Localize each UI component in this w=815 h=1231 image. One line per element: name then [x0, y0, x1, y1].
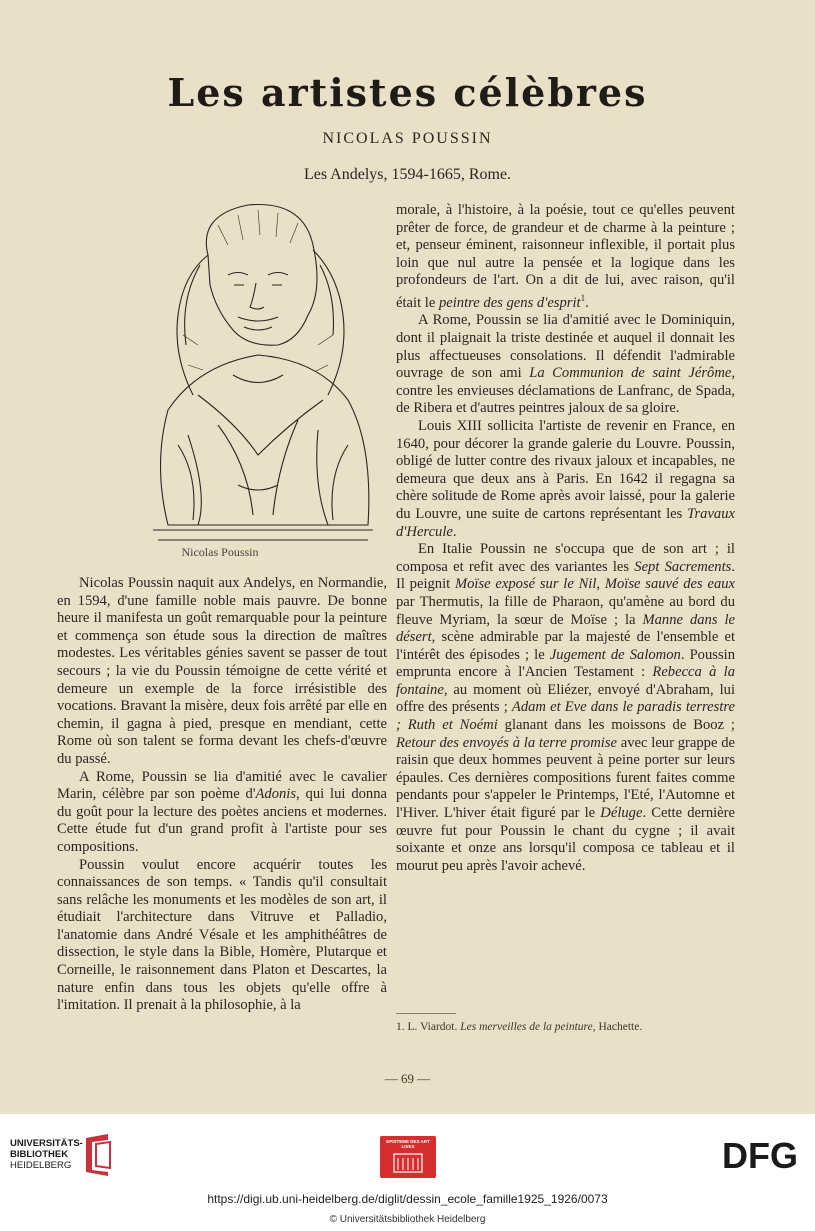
paragraph-text: A Rome, Poussin se lia d'amitié avec le Dominiquin, dont il plaignait la triste destinée et auquel il donnait les plus affectueuses consolations. Il défendit l'admirable ouvrage de son ami: [396, 312, 735, 382]
paragraph-text: Louis XIII sollicita l'artiste de revenir en France, en 1640, pour décorer la grande galerie du Louvre. Poussin, obligé de lutter contre des rivaux jaloux et incapables, ne demeura que deux ans à Paris. En 1642 il regagna sa chère solitude de Rome après avoir laissé, pour la galerie du Louvre, une suite de cartons représentant les: [396, 417, 735, 522]
paragraph: [396, 541, 735, 875]
paragraph-text: .: [452, 523, 457, 540]
paragraph-text: glanant dans les moissons de Booz ;: [497, 717, 735, 734]
dfg-logo-text: DFG: [722, 1135, 798, 1174]
footnote-publisher: , Hachette.: [592, 1021, 643, 1033]
italic-title: Moïse exposé sur le Nil: [454, 576, 597, 593]
paragraph-text: . Cette dernière œuvre fut pour Poussin le chant du cygne ; il avait soixante et onze ans lorsqu'il composa ce tableau et il mourut peu après l'avoir achevé.: [396, 805, 735, 874]
portrait-engraving: [138, 195, 383, 545]
footnote-marker: 1: [580, 292, 586, 303]
page-number: — 69 —: [384, 1071, 431, 1086]
italic-title: La Communion de saint Jérôme: [529, 365, 732, 382]
paragraph: Poussin voulut encore acquérir toutes les connaissances de son temps. « Tandis qu'il consultait sans relâche les monuments et les modèles de son art, il étudiait l'architecture dans Vitruve et Palladio, l'anatomie dans André Vésale et les amphithéâtres de dissection, le style dans la Bible, Homère, Plutarque et Corneille, le raisonnement dans Platon et Descartes, la nature enfin dans tous les objets qu'elle offre à l'imitation. Il prenait à la philosophie, à la: [57, 856, 387, 1014]
library-name-line2: BIBLIOTHEK: [10, 1149, 69, 1160]
italic-title: Retour des envoyés à la terre promise: [396, 734, 617, 751]
paragraph-text: . Poussin emprunta encore à l'Ancien Testament :: [396, 646, 735, 681]
footnote-divider: [396, 1013, 456, 1014]
right-column: [396, 202, 735, 875]
italic-title: Adam et Eve dans le paradis terrestre ; Ruth et Noémi: [396, 699, 735, 734]
library-name-line1: UNIVERSITÄTS-: [10, 1138, 83, 1149]
building-icon: [392, 1150, 424, 1174]
episteme-logo-text: EPISTEME DES ART LIVES: [386, 1139, 430, 1149]
library-logo-text[interactable]: [10, 1138, 90, 1171]
paragraph-text: morale, à l'histoire, à la poésie, tout ce qu'elles peuvent prêter de force, de grandeur et de charme à la peinture ; et, penseur éminent, raisonneur inflexible, il portait plus loin que nul autre la pensée et la logique dans les profondeurs de l'art. On a dit de lui, avec raison, qu'il était le: [396, 202, 735, 311]
italic-title: peintre des gens d'esprit: [438, 294, 581, 311]
paragraph-text: , qui lui donna du goût pour la lecture des poètes anciens et modernes. Cette étude fut d'un grand profit à l'artiste pour ses compositions.: [57, 786, 387, 855]
paragraph-text: , contre les envieuses déclamations de Lanfranc, de Spada, de Ribera et d'autres peintres jaloux de sa gloire.: [396, 365, 735, 417]
italic-title: Sept Sacrements: [634, 558, 732, 575]
footnote-author: L. Viardot.: [407, 1021, 458, 1033]
italic-title: Manne dans le désert: [396, 611, 735, 646]
paragraph-text: avec leur grappe de raisin que deux hommes peuvent à peine porter sur leurs épaules. Ces dernières compositions furent faites comme pendants pour s'appeler le Printemps, l'Eté, l'Automne et l'Hiver. L'hiver était figuré par le: [396, 734, 735, 822]
italic-title: Jugement de Salomon: [549, 646, 681, 663]
portrait-caption: Nicolas Poussin: [181, 545, 259, 559]
paragraph-text: A Rome, Poussin se lia d'amitié avec le cavalier Marin, célèbre par son poème d': [57, 768, 387, 803]
italic-title: Rebecca à la fontaine: [396, 664, 735, 698]
paragraph-text: , au moment où Eliézer, envoyé d'Abraham, lui offre des présents ;: [396, 681, 735, 716]
footnote-number: 1.: [396, 1021, 405, 1033]
left-column: [57, 575, 387, 1015]
viewer-footer: [0, 1114, 815, 1231]
paragraph-text: par Thermutis, la fille de Pharaon, qu'amène au bord du fleuve Myriam, la sœur de Moïse ; la: [396, 593, 735, 628]
paragraph: [396, 418, 735, 541]
paragraph-text: , scène admirable par la majesté de l'ensemble et l'intérêt des épisodes ; le: [396, 629, 735, 663]
italic-title: Déluge: [600, 805, 643, 822]
footnote: [396, 1020, 735, 1035]
italic-title: Moïse sauvé des eaux: [604, 576, 736, 593]
italic-title: Travaux d'Hercule: [396, 505, 735, 540]
paragraph: Nicolas Poussin naquit aux Andelys, en Normandie, en 1594, d'une famille noble mais pauvre. De bonne heure il manifesta un goût remarquable pour la peinture et commença son étude sous la direction de maîtres modestes. Les véritables génies savent se passer de tout secours ; la vie du Poussin témoigne de cette vérité et demeure un exemple de la force irrésistible des vocations. Bravant la misère, deux fois arrêté par elle en chemin, il gagna à pied, presque en mendiant, cette Rome où son talent se forma devant les chefs-d'œuvre du passé.: [57, 575, 387, 767]
paragraph-text: . Il peignit: [396, 558, 735, 593]
source-url-link[interactable]: https://digi.ub.uni-heidelberg.de/diglit/dessin_ecole_famille1925_1926/0073: [207, 1192, 608, 1206]
library-logo-icon[interactable]: [82, 1132, 114, 1178]
italic-title: Adonis: [255, 786, 297, 803]
artist-dates: Les Andelys, 1594-1665, Rome.: [303, 166, 512, 183]
paragraph-text: En Italie Poussin ne s'occupa que de son art ; il composa et refit avec des variantes les: [396, 541, 735, 575]
library-name-line3: HEIDELBERG: [10, 1160, 72, 1171]
paragraph: [396, 202, 735, 312]
episteme-logo[interactable]: [380, 1136, 436, 1178]
paragraph-text: ,: [596, 576, 605, 593]
footnote-title: Les merveilles de la peinture: [460, 1021, 593, 1033]
copyright-notice: © Universitätsbibliothek Heidelberg: [329, 1214, 486, 1225]
dfg-logo[interactable]: [722, 1134, 806, 1174]
paragraph: [57, 769, 387, 857]
page-title: Les artistes célèbres: [167, 70, 648, 115]
paragraph: [396, 312, 735, 418]
artist-name: NICOLAS POUSSIN: [322, 130, 493, 147]
paragraph-text: .: [585, 294, 589, 311]
